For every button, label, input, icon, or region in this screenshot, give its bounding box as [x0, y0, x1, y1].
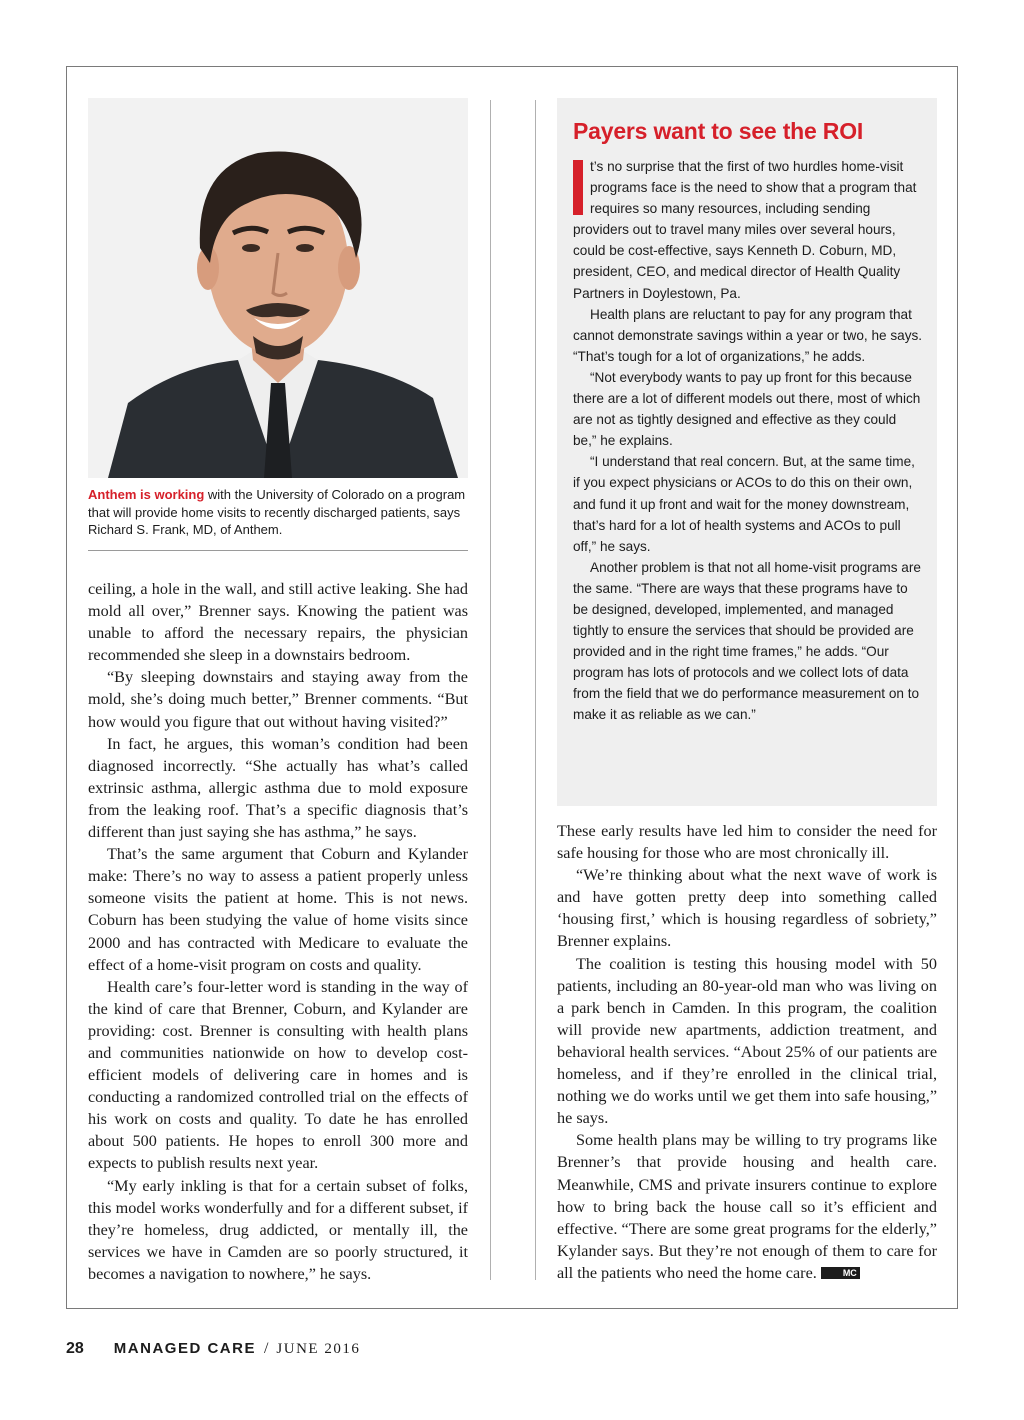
body-paragraph — [557, 1129, 937, 1284]
body-paragraph: ceiling, a hole in the wall, and still active leaking. She had mold all over,” Brenner says. Knowing the patient was unable to afford the necessary repairs, the physician recommended she sleep in a downstairs bedroom. — [88, 580, 468, 665]
sidebar-paragraph: “I understand that real concern. But, at the same time, if you expect physicians or ACOs to do this on their own, and fund it up front and wait for the money downstream, that’s hard for a lot of health systems and ACOs to pull off,” he says. — [573, 454, 915, 554]
drop-cap: I — [573, 160, 583, 215]
body-paragraph: In fact, he argues, this woman’s condition had been diagnosed incorrectly. “She actually has what’s called extrinsic asthma, allergic asthma due to mold exposure from the leaking roof. That’s a specific diagnosis that’s different than just saying she has asthma,” he says. — [88, 734, 468, 842]
sidebar-first-paragraph — [573, 156, 923, 304]
sidebar-body — [573, 156, 923, 726]
column-divider-left — [490, 100, 491, 1280]
body-paragraph: The coalition is testing this housing model with 50 patients, including an 80-year-old man who was living on a park bench in Camden. In this program, the coalition will provide new apartments, addiction treatment, and behavioral health services. “About 25% of our patients are homeless, and if they’re enrolled in the clinical trial, nothing we do works until we get them into safe housing,” he says. — [557, 954, 937, 1128]
caption-divider — [88, 550, 468, 551]
page-number: 28 — [66, 1340, 84, 1357]
body-paragraph: “We’re thinking about what the next wave of work is and have gotten pretty deep into something called ‘housing first,’ which is housing regardless of sobriety,” Brenner explains. — [557, 866, 937, 951]
body-paragraph: “By sleeping downstairs and staying away from the mold, she’s doing much better,” Brenner comments. “But how would you figure that out without having visited?” — [88, 668, 468, 731]
caption-lead: Anthem is working — [88, 487, 205, 502]
sidebar-box — [557, 98, 937, 806]
end-mark-badge: MC — [821, 1267, 860, 1279]
body-paragraph: That’s the same argument that Coburn and Kylander make: There’s no way to assess a patient properly unless someone visits the patient at home. This is not news. Coburn has been studying the value of home visits since 2000 and has contracted with Medicare to evaluate the effect of a home-visit program on costs and quality. — [88, 845, 468, 974]
body-paragraph: Health care’s four-letter word is standing in the way of the kind of care that Brenner, Coburn, and Kylander are providing: cost. Brenner is consulting with health plans and communities nationwide on how to develop cost-efficient models of delivering care in homes and is conducting a randomized controlled trial on the effects of his work on costs and quality. To date he has enrolled about 500 patients. He hopes to enroll 300 more and expects to publish results next year. — [88, 977, 468, 1173]
footer-separator: / — [263, 1340, 269, 1357]
sidebar-paragraph: “Not everybody wants to pay up front for this because there are a lot of different models out there, most of which are not as tightly designed and effective as they could be,” he explains. — [573, 369, 921, 449]
left-column — [88, 578, 468, 1285]
closing-paragraph-text: Some health plans may be willing to try programs like Brenner’s that provide housing and health care. Meanwhile, CMS and private insurers continue to explore how to bring back the house call so it’s efficient and effective. “There are some great programs for the elderly,” Kylander says. But they’re not enough of them to care for all the patients who need the home care. — [557, 1131, 937, 1282]
body-paragraph: “My early inkling is that for a certain subset of folks, this model works wonderfully and for a different subset, if they’re homeless, drug addicted, or mentally ill, the services we have in Camden are so poorly structured, it becomes a navigation to nowhere,” he says. — [88, 1176, 468, 1283]
sidebar-first-text: t’s no surprise that the first of two hurdles home-visit programs face is the need to show that a program that requires so many resources, including sending providers out to travel many miles over several hours, could be cost-effective, says Kenneth D. Coburn, MD, president, CEO, and medical director of Health Quality Partners in Doylestown, Pa. — [573, 159, 917, 301]
caption-text: with the University of Colorado on a program that will provide home visits to recently discharged patients, says Richard S. Frank, MD, of Anthem. — [88, 487, 466, 537]
sidebar-paragraph: Health plans are reluctant to pay for any program that cannot demonstrate savings within a year or two, he says. “That’s tough for a lot of organizations,” he adds. — [573, 306, 923, 364]
portrait-illustration — [88, 98, 468, 478]
column-divider-right — [535, 100, 536, 1280]
page-footer — [66, 1340, 360, 1358]
sidebar-paragraph: Another problem is that not all home-visit programs are the same. “There are ways that these programs have to be designed, developed, implemented, and managed tightly to ensure the services that should be provided are provided and in the right time frames,” he adds. “Our program has lots of protocols and we collect lots of data from the field that we do performance measurement on to make it as reliable as we can.” — [573, 559, 921, 723]
photo-caption — [88, 486, 468, 539]
body-paragraph: These early results have led him to consider the need for safe housing for those who are most chronically ill. — [557, 822, 937, 863]
issue-date: JUNE 2016 — [276, 1341, 361, 1357]
right-column — [557, 820, 937, 1284]
sidebar-title: Payers want to see the ROI — [573, 118, 864, 144]
publication-name: MANAGED CARE — [113, 1340, 256, 1357]
portrait-photo — [88, 98, 468, 478]
